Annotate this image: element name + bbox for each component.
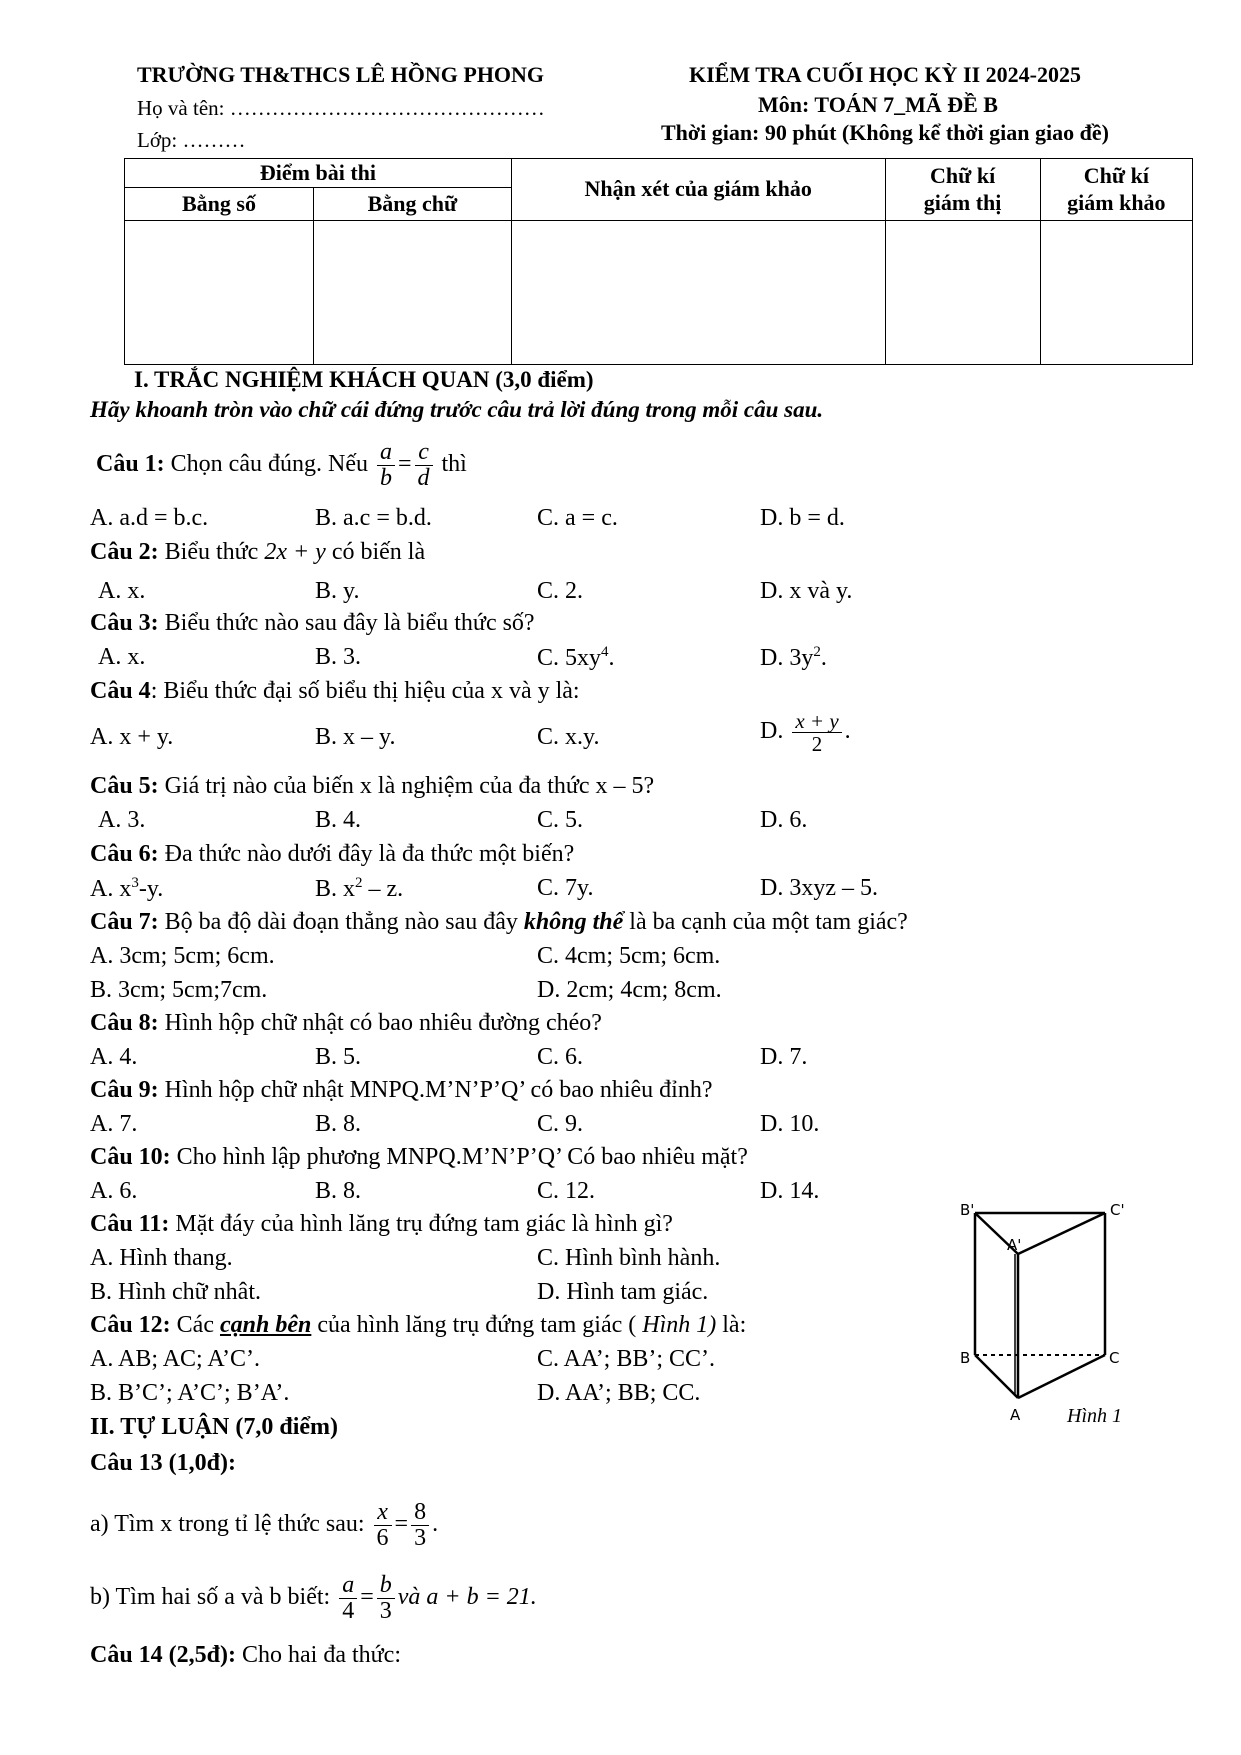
score-words-cell[interactable] — [313, 221, 511, 365]
q1-option-b[interactable]: B. a.c = b.d. — [315, 505, 432, 531]
fraction-c-d: $\frac{c}{d}$ — [415, 440, 433, 491]
q9-option-d[interactable]: D. 10. — [760, 1111, 820, 1137]
label-b: B — [960, 1349, 971, 1367]
q12-option-b[interactable]: B. B’C’; A’C’; B’A’. — [90, 1380, 290, 1406]
q9-option-b[interactable]: B. 8. — [315, 1111, 362, 1137]
question-1: Câu 1: Chọn câu đúng. Nếu $\frac{a}{b}$ = $\frac{c}{d}$ thì — [96, 439, 467, 492]
q7-option-d[interactable]: D. 2cm; 4cm; 8cm. — [537, 977, 722, 1003]
exam-subject: Môn: TOÁN 7_MÃ ĐỀ B — [758, 92, 998, 117]
school-name: TRƯỜNG TH&THCS LÊ HỒNG PHONG — [137, 62, 545, 87]
part1-title: I. TRẮC NGHIỆM KHÁCH QUAN (3,0 điểm) — [134, 367, 594, 392]
q10-option-b[interactable]: B. 8. — [315, 1178, 362, 1204]
question-12: Câu 12: Các cạnh bên của hình lăng trụ đứng tam giác ( Hình 1) là: — [90, 1312, 747, 1338]
fraction-a-b: $\frac{a}{b}$ — [377, 440, 395, 491]
question-13: Câu 13 (1,0đ): — [90, 1450, 237, 1476]
q2-option-a[interactable]: A. x. — [98, 578, 146, 604]
part2-title: II. TỰ LUẬN (7,0 điểm) — [90, 1414, 339, 1440]
q7-option-c[interactable]: C. 4cm; 5cm; 6cm. — [537, 943, 721, 969]
question-9: Câu 9: Hình hộp chữ nhật MNPQ.M’N’P’Q’ có bao nhiêu đỉnh? — [90, 1077, 713, 1103]
score-number-cell[interactable] — [125, 221, 314, 365]
examiner-signature-header: Chữ kí giám khảo — [1040, 159, 1192, 221]
q12-option-c[interactable]: C. AA’; BB’; CC’. — [537, 1346, 716, 1372]
q2-option-b[interactable]: B. y. — [315, 578, 360, 604]
q4-option-d[interactable]: D. $\frac{x + y}{2}$ . — [760, 709, 851, 757]
score-by-words-header: Bằng chữ — [313, 188, 511, 221]
figure-caption: Hình 1 — [1067, 1405, 1122, 1427]
q9-option-c[interactable]: C. 9. — [537, 1111, 584, 1137]
label-a: A — [1010, 1406, 1021, 1424]
q11-option-a[interactable]: A. Hình thang. — [90, 1245, 233, 1271]
score-table — [124, 158, 1193, 365]
q3-option-c[interactable]: C. $5xy^4$. — [537, 644, 615, 671]
q13-part-a: a) Tìm x trong tỉ lệ thức sau: $\frac{x}{6}$ = $\frac{8}{3}$ . — [90, 1499, 439, 1552]
q9-option-a[interactable]: A. 7. — [90, 1111, 138, 1137]
prism-figure — [960, 1200, 1160, 1440]
q12-option-a[interactable]: A. AB; AC; A’C’. — [90, 1346, 261, 1372]
q8-option-d[interactable]: D. 7. — [760, 1044, 808, 1070]
q6-option-b[interactable]: B. $x^2$ – z. — [315, 875, 404, 902]
q7-option-a[interactable]: A. 3cm; 5cm; 6cm. — [90, 943, 275, 969]
label-b-prime: B' — [960, 1201, 975, 1219]
label-c-prime: C' — [1110, 1201, 1125, 1219]
student-name-line: Họ và tên: ……………………………………… — [137, 96, 545, 120]
exam-title: KIỂM TRA CUỐI HỌC KỲ II 2024-2025 — [689, 62, 1081, 87]
examiner-comment-header: Nhận xét của giám khảo — [511, 159, 885, 221]
question-7: Câu 7: Bộ ba độ dài đoạn thẳng nào sau đây không thể là ba cạnh của một tam giác? — [90, 909, 908, 935]
q2-option-c[interactable]: C. 2. — [537, 578, 584, 604]
score-header: Điểm bài thi — [125, 159, 512, 188]
q1-option-c[interactable]: C. a = c. — [537, 505, 618, 531]
q3-option-d[interactable]: D. $3y^2$. — [760, 644, 827, 671]
question-14: Câu 14 (2,5đ): Cho hai đa thức: — [90, 1642, 401, 1668]
q5-option-a[interactable]: A. 3. — [98, 807, 146, 833]
q10-option-d[interactable]: D. 14. — [760, 1178, 820, 1204]
comment-cell[interactable] — [511, 221, 885, 365]
q4-option-c[interactable]: C. x.y. — [537, 724, 600, 750]
q4-option-a[interactable]: A. x + y. — [90, 724, 174, 750]
part1-instruction: Hãy khoanh tròn vào chữ cái đứng trước câu trả lời đúng trong mỗi câu sau. — [90, 397, 824, 422]
question-3: Câu 3: Biểu thức nào sau đây là biểu thức số? — [90, 610, 535, 636]
question-6: Câu 6: Đa thức nào dưới đây là đa thức một biến? — [90, 841, 575, 867]
q13-part-b: b) Tìm hai số a và b biết: $\frac{a}{4}$ = $\frac{b}{3}$ và a + b = 21. — [90, 1572, 537, 1625]
examiner-signature-cell[interactable] — [1040, 221, 1192, 365]
q6-option-a[interactable]: A. $x^3-y$. — [90, 875, 164, 902]
q5-option-b[interactable]: B. 4. — [315, 807, 362, 833]
q8-option-b[interactable]: B. 5. — [315, 1044, 362, 1070]
q6-option-c[interactable]: C. 7y. — [537, 875, 594, 901]
exam-time: Thời gian: 90 phút (Không kể thời gian giao đề) — [661, 120, 1109, 145]
question-5: Câu 5: Giá trị nào của biến x là nghiệm của đa thức x – 5? — [90, 773, 655, 799]
q3-option-a[interactable]: A. x. — [98, 644, 146, 670]
question-11: Câu 11: Mặt đáy của hình lăng trụ đứng tam giác là hình gì? — [90, 1211, 673, 1237]
question-2: Câu 2: Biểu thức 2x + y có biến là — [90, 539, 426, 565]
proctor-signature-header: Chữ kí giám thị — [885, 159, 1040, 221]
class-line: Lớp: ……… — [137, 128, 246, 152]
question-10: Câu 10: Cho hình lập phương MNPQ.M’N’P’Q’ Có bao nhiêu mặt? — [90, 1144, 748, 1170]
q6-option-d[interactable]: D. 3xyz – 5. — [760, 875, 878, 901]
q1-option-a[interactable]: A. a.d = b.c. — [90, 505, 209, 531]
q8-option-c[interactable]: C. 6. — [537, 1044, 584, 1070]
q11-option-b[interactable]: B. Hình chữ nhât. — [90, 1279, 261, 1305]
proctor-signature-cell[interactable] — [885, 221, 1040, 365]
q4-option-b[interactable]: B. x – y. — [315, 724, 396, 750]
q8-option-a[interactable]: A. 4. — [90, 1044, 138, 1070]
q3-option-b[interactable]: B. 3. — [315, 644, 362, 670]
q7-option-b[interactable]: B. 3cm; 5cm;7cm. — [90, 977, 268, 1003]
score-by-number-header: Bằng số — [125, 188, 314, 221]
question-8: Câu 8: Hình hộp chữ nhật có bao nhiêu đường chéo? — [90, 1010, 602, 1036]
question-4: Câu 4: Biểu thức đại số biểu thị hiệu của x và y là: — [90, 678, 580, 704]
q2-option-d[interactable]: D. x và y. — [760, 578, 853, 604]
q10-option-a[interactable]: A. 6. — [90, 1178, 138, 1204]
q12-option-d[interactable]: D. AA’; BB; CC. — [537, 1380, 701, 1406]
label-c: C — [1109, 1349, 1120, 1367]
q10-option-c[interactable]: C. 12. — [537, 1178, 596, 1204]
q11-option-d[interactable]: D. Hình tam giác. — [537, 1279, 709, 1305]
q5-option-c[interactable]: C. 5. — [537, 807, 584, 833]
q11-option-c[interactable]: C. Hình bình hành. — [537, 1245, 721, 1271]
q5-option-d[interactable]: D. 6. — [760, 807, 808, 833]
label-a-prime: A' — [1007, 1236, 1022, 1254]
q1-option-d[interactable]: D. b = d. — [760, 505, 845, 531]
